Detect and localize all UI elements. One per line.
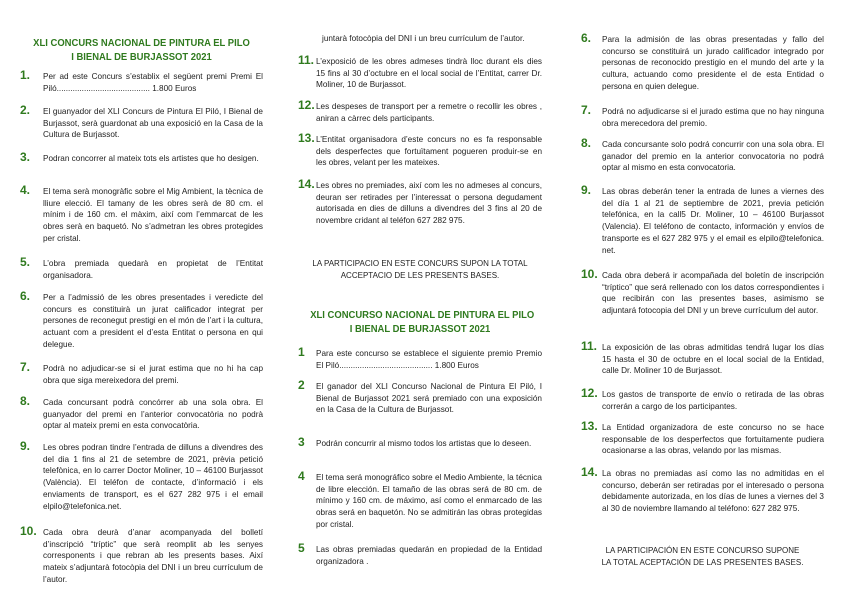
item-text: Les obres podran tindre l’entrada de dilluns a divendres des del dia 1 fins al 21 de setembre de 2021, prèvia petició telefònica, en lo carrer Doctor Moliner, 10 – 46100 Burjassot (València). El teléfon de contacte, d’informació i els enviaments de transport, es el 627 282 975 i el email elpilo@telefonica.net. [43, 443, 263, 511]
catalan-title-line-2: I BIENAL DE BURJASSOT 2021 [71, 51, 212, 63]
column-middle [298, 0, 542, 595]
item-number: 14. [581, 465, 598, 479]
item-number: 2. [20, 103, 31, 117]
item-text: Cada concursant podrà concórrer ab una sola obra. El guanyador del premi en l’anterior convocatòria no podrà optar al mateix premi en esta convocatòria. [43, 398, 263, 431]
item-text: La Entidad organizadora de este concurso no se hace responsable de los desperfectos que fortuitamente pudiera ocasionarse a las obras, velando por las mismas. [602, 423, 824, 456]
item-number: 6. [20, 289, 31, 303]
item-text: Para este concurso se establece el siguiente premio Premio El Piló......................................... 1.800 Euros [316, 349, 542, 370]
item-text: Las obras premiadas quedarán en propiedad de la Entidad organizadora . [316, 545, 542, 566]
item-text: El tema será monográfico sobre el Medio Ambiente, la técnica de libre elección. El tamaño de las obras será de 80 cm. de mínimo y 160 cm. de máximo, así como el enmarcado de las obras será en baquetón. No se admitirán las obras protegidas por cristal. [316, 473, 542, 529]
item-number: 3. [20, 150, 31, 164]
spanish-closing-line-2: LA TOTAL ACEPTACIÓN DE LAS PRESENTES BASES. [601, 557, 804, 567]
item-number: 13. [298, 131, 315, 145]
item-number: 8. [20, 394, 31, 408]
item-number: 8. [581, 136, 592, 150]
item-text: Cada obra deberá ir acompañada del boletín de inscripción “tríptico” que será rellenado con los datos correspondientes i que recibirán con las presentes bases, asimismo se adjuntará fotocopia del DNI y un breve currículum del autor. [602, 271, 824, 316]
item-number: 2 [298, 378, 305, 392]
item-text: El ganador del XLI Concurso Nacional de Pintura El Piló, I Bienal de Burjassot 2021 será premiado con una exposición en la Casa de la Cultura de Burjassot. [316, 382, 542, 415]
item-text: Los gastos de transporte de envío o retirada de las obras correrán a cargo de los participantes. [602, 390, 824, 411]
column-left [20, 0, 263, 595]
spanish-title [310, 308, 535, 336]
item-text: Podrá no adjudicarse si el jurado estima que no hay ninguna obra merecedora del premio. [602, 107, 824, 128]
item-text: Cada concursante solo podrá concurrir con una sola obra. El ganador del premio en la anterior convocatoria no podrá optar al mismo en esta convocatoria. [602, 140, 824, 173]
catalan-title [32, 36, 251, 64]
catalan-closing-line-2: ACCEPTACIO DE LES PRESENTS BASES. [340, 270, 500, 280]
item-text: Cada obra deurà d’anar acompanyada del bolletí d’inscripció “tríptic” que serà reomplit ab les senyes corresponents i que rebran ab les presents bases. Així mateix s’adjuntarà fotocòpia del DNI i un breu currículum de l’autor. [43, 528, 263, 584]
column-right [581, 0, 824, 595]
item-number: 13. [581, 419, 598, 433]
item-number: 7. [20, 360, 31, 374]
item-number: 7. [581, 103, 592, 117]
item-text-continued: juntarà fotocòpia del DNI i un breu currículum de l’autor. [322, 34, 525, 43]
item-number: 12. [581, 386, 598, 400]
item-text: L’exposició de les obres admeses tindrà lloc durant els dies 15 fins al 30 d’octubre en el local social de l’Entitat, carrer Dr. Moliner, 10 de Burjassot. [316, 57, 542, 90]
item-number: 9. [581, 183, 592, 197]
item-text: Podran concorrer al mateix tots els artistes que ho desigen. [43, 154, 259, 163]
catalan-closing-line-1: LA PARTICIPACIO EN ESTE CONCURS SUPON LA TOTAL [312, 259, 528, 268]
item-text: L’Entitat organisadora d’este concurs no es fa responsable dels desperfectes que fortuïtament pogueren produir-se en les obres, velant per les mateixes. [316, 135, 542, 168]
item-text: La exposición de las obras admitidas tendrá lugar los días 15 hasta el 30 de octubre en el local social de la Entidad, calle Dr. Moliner 10 de Burjassot. [602, 343, 824, 376]
item-number: 4. [20, 183, 31, 197]
catalan-closing-note [298, 258, 542, 281]
item-number: 5 [298, 541, 305, 555]
item-number: 1 [298, 345, 305, 359]
item-text: L’obra premiada quedarà en propietat de l’Entitat organisadora. [43, 259, 263, 280]
item-text: La obras no premiadas así como las no admitidas en el concurso, deberán ser retiradas por el interesado o persona debidamente autorizada, en los días de lunes a viernes del 3 al 30 de noviembre llamando al teléfono: 627 282 975. [602, 469, 824, 514]
item-number: 4 [298, 469, 305, 483]
item-text: Para la admisión de las obras presentadas y fallo del concurso se constituirá un jurado calificador integrado por personas de reconocido prestigio en el mundo del arte y la cultura, actuando como presidente el de esta Entidad o persona en quien delegue. [602, 35, 824, 91]
spanish-closing-line-1: LA PARTICIPACIÓN EN ESTE CONCURSO SUPONE [605, 546, 800, 555]
item-number: 11. [581, 339, 598, 353]
item-text: Les obres no premiades, així com les no admeses al concurs, deuran ser retirades per l’interessat o persona degudament autorisada en dies de dilluns a divendres del 3 fins al 20 de novembre cridant al teléfon 627 282 975. [316, 181, 542, 226]
spanish-closing-note [581, 545, 824, 568]
item-text: Les despeses de transport per a remetre o recollir les obres , aniran a càrrec dels participants. [316, 102, 542, 123]
item-number: 12. [298, 98, 315, 112]
item-text: Per a l’admissió de les obres presentades i veredicte del concurs es constituirà un jurat calificador integrat per persones de reconegut prestigi en el món de l’art i la cultura, actuant com a president el d’esta Entitat o persona en qui delegue. [43, 293, 263, 349]
spanish-title-line-2: I BIENAL DE BURJASSOT 2021 [349, 323, 491, 335]
item-number: 1. [20, 68, 31, 82]
item-number: 14. [298, 177, 315, 191]
item-number: 11. [298, 53, 315, 67]
item-text: Podrán concurrir al mismo todos los artistas que lo deseen. [316, 439, 532, 448]
catalan-title-line-1: XLI CONCURS NACIONAL DE PINTURA EL PILO [33, 37, 250, 49]
item-text: Per ad este Concurs s’establix el següent premi Premi El Piló......................................... 1.800 Euros [43, 72, 263, 93]
item-text: El guanyador del XLI Concurs de Pintura El Piló, I Bienal de Burjassot, serà guardonat ab una exposició en la Casa de la Cultura de Burjassot. [43, 107, 263, 140]
item-text: Podrà no adjudicar-se si el jurat estima que no hi ha cap obra que siga mereixedora del premi. [43, 364, 263, 385]
item-number: 6. [581, 31, 592, 45]
item-number: 10. [581, 267, 598, 281]
item-text: Las obras deberán tener la entrada de lunes a viernes des del día 1 al 21 de septiembre de 2021, previa petición telefónica, en la call5 Dr. Moliner, 10 – 46100 Burjassot (Valencia). El teléfono de contacto, información y envíos de transporte es el 627 282 975 y el email es elpilo@telefonica. net. [602, 187, 824, 255]
item-number: 3 [298, 435, 305, 449]
spanish-title-line-1: XLI CONCURSO NACIONAL DE PINTURA EL PILO [310, 309, 535, 321]
item-text: El tema serà monogràfic sobre el Mig Ambient, la tècnica de lliure elecció. El tamany de les obres serà de 80 cm. el mínim i de 160 cm. el màxim, així com l’emmarcat de les obres serà en baquetó. No s’admetran les obres protegides per cristal. [43, 187, 263, 243]
item-number: 10. [20, 524, 37, 538]
item-number: 9. [20, 439, 31, 453]
item-number: 5. [20, 255, 31, 269]
